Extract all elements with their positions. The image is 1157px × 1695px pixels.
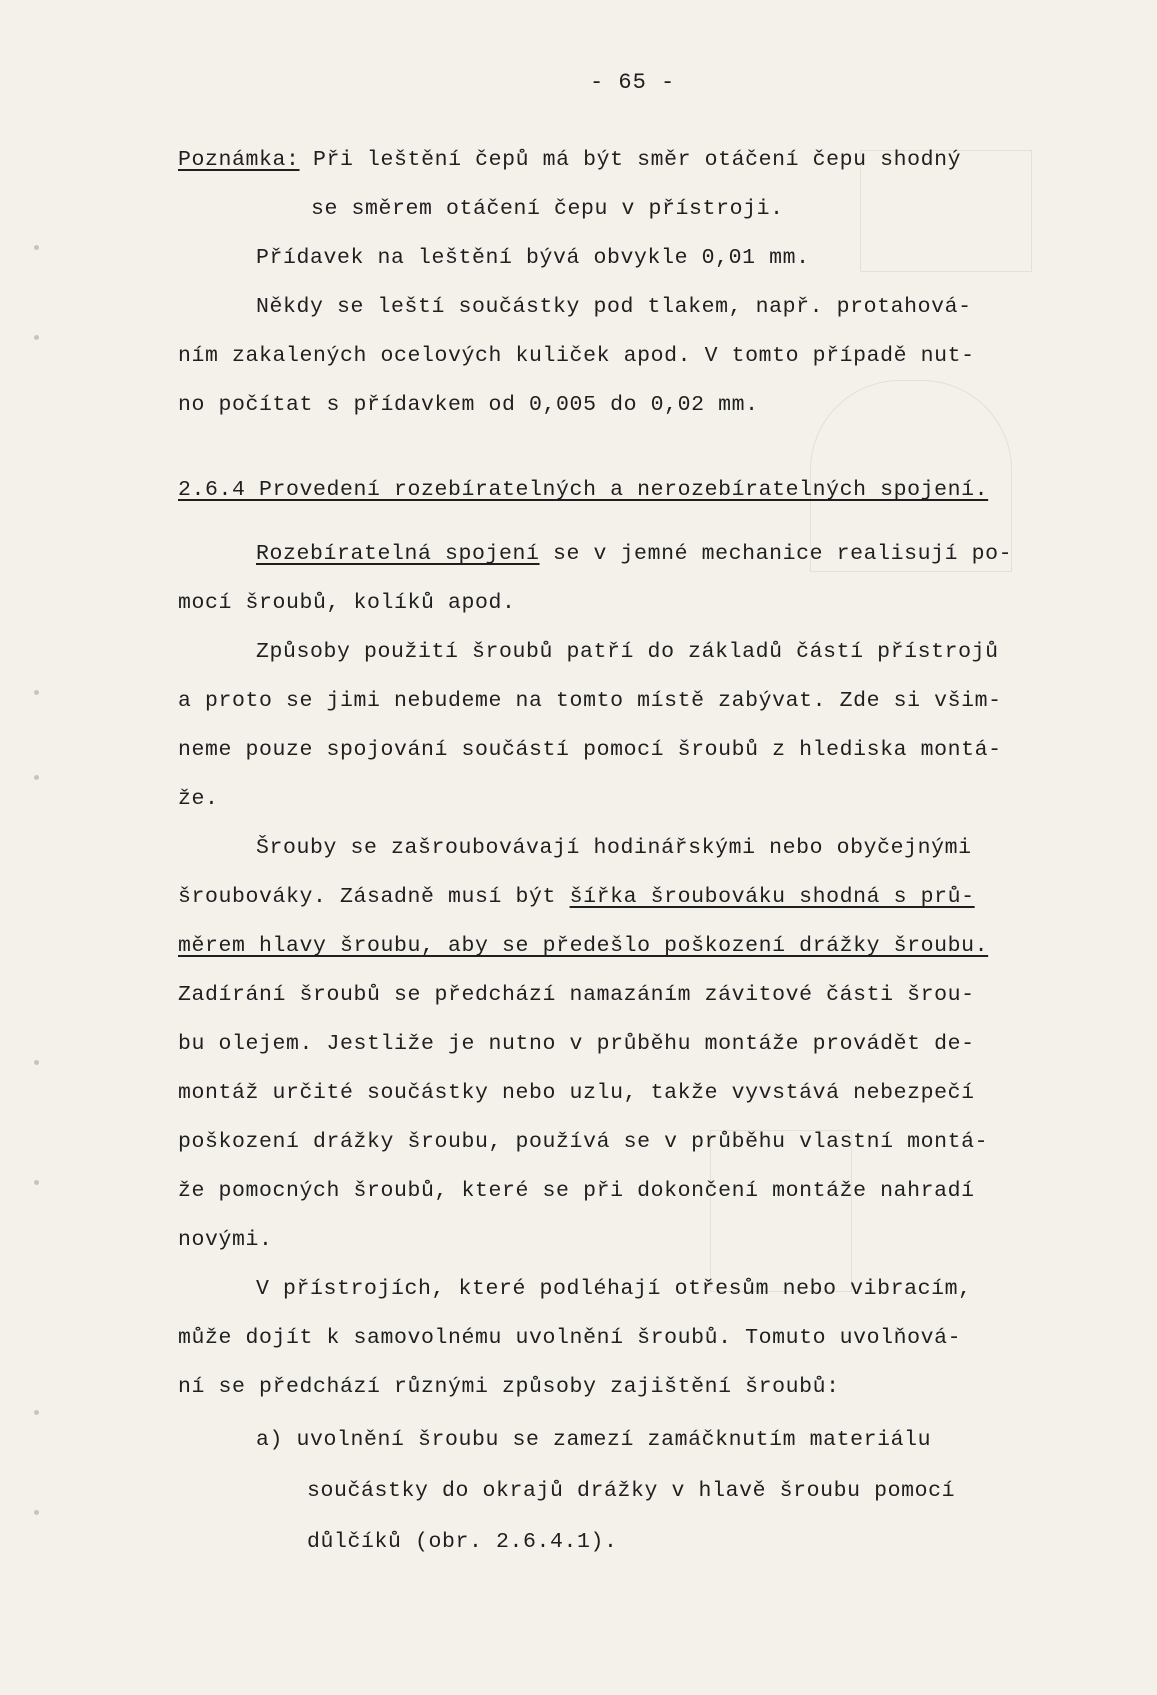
paragraph-2-line-4: že.: [178, 787, 219, 811]
list-item-a-line-3: důlčíků (obr. 2.6.4.1).: [307, 1530, 618, 1554]
paragraph-1-line-1: [256, 540, 1012, 568]
note-line-1: [178, 146, 961, 174]
note-line-6: no počítat s přídavkem od 0,005 do 0,02 mm.: [178, 393, 759, 417]
paragraph-3-line-6: montáž určité součástky nebo uzlu, takže vyvstává nebezpečí: [178, 1081, 975, 1105]
punch-hole: [34, 245, 39, 250]
paragraph-3-line-5: bu olejem. Jestliže je nutno v průběhu montáže provádět de-: [178, 1032, 975, 1056]
emphasis-screwdriver-width: šířka šroubováku shodná s prů-: [569, 885, 975, 909]
note-line-2: se směrem otáčení čepu v přístroji.: [311, 197, 784, 221]
paragraph-1-line-1-rest: se v jemné mechanice realisují po-: [539, 542, 1013, 566]
punch-hole: [34, 1410, 39, 1415]
note-line-4: Někdy se leští součástky pod tlakem, např. protahová-: [256, 295, 972, 319]
paragraph-3-line-2-a: šroubováky. Zásadně musí být: [178, 885, 570, 909]
term-removable-joints: Rozebíratelná spojení: [256, 542, 540, 566]
page-number: - 65 -: [590, 70, 676, 95]
punch-hole: [34, 1180, 39, 1185]
paragraph-3-line-2: [178, 883, 975, 911]
paragraph-1-line-2: mocí šroubů, kolíků apod.: [178, 591, 516, 615]
paragraph-4-line-3: ní se předchází různými způsoby zajištění šroubů:: [178, 1375, 840, 1399]
paragraph-4-line-1: V přístrojích, které podléhají otřesům nebo vibracím,: [256, 1277, 972, 1301]
paragraph-3-line-3: [178, 932, 988, 960]
paragraph-3-line-4: Zadírání šroubů se předchází namazáním závitové části šrou-: [178, 983, 975, 1007]
list-item-a-line-1: a) uvolnění šroubu se zamezí zamáčknutím materiálu: [256, 1428, 932, 1452]
punch-hole: [34, 775, 39, 780]
paragraph-3-line-8: že pomocných šroubů, které se při dokončení montáže nahradí: [178, 1179, 975, 1203]
note-text: Při leštění čepů má být směr otáčení čepu shodný: [313, 148, 962, 172]
paragraph-3-line-7: poškození drážky šroubu, používá se v průběhu vlastní montá-: [178, 1130, 989, 1154]
paragraph-2-line-3: neme pouze spojování součástí pomocí šroubů z hlediska montá-: [178, 738, 1002, 762]
punch-hole: [34, 1510, 39, 1515]
punch-hole: [34, 690, 39, 695]
note-line-5: ním zakalených ocelových kuliček apod. V tomto případě nut-: [178, 344, 975, 368]
paragraph-3-line-1: Šrouby se zašroubovávají hodinářskými nebo obyčejnými: [256, 836, 972, 860]
list-item-a-line-2: součástky do okrajů drážky v hlavě šroubu pomocí: [307, 1479, 956, 1503]
section-heading: 2.6.4 Provedení rozebíratelných a nerozebíratelných spojení.: [178, 478, 989, 502]
paragraph-4-line-2: může dojít k samovolnému uvolnění šroubů. Tomuto uvolňová-: [178, 1326, 962, 1350]
emphasis-damage-prevention: , aby se předešlo poškození drážky šroubu.: [421, 934, 989, 958]
paragraph-2-line-2: a proto se jimi nebudeme na tomto místě zabývat. Zde si všim-: [178, 689, 1002, 713]
paragraph-2-line-1: Způsoby použití šroubů patří do základů částí přístrojů: [256, 640, 999, 664]
note-line-3: Přídavek na leštění bývá obvykle 0,01 mm.: [256, 246, 810, 270]
paragraph-3-line-9: novými.: [178, 1228, 273, 1252]
emphasis-head-diameter: měrem hlavy šroubu: [178, 934, 422, 958]
punch-hole: [34, 1060, 39, 1065]
note-label: Poznámka:: [178, 148, 300, 172]
punch-hole: [34, 335, 39, 340]
